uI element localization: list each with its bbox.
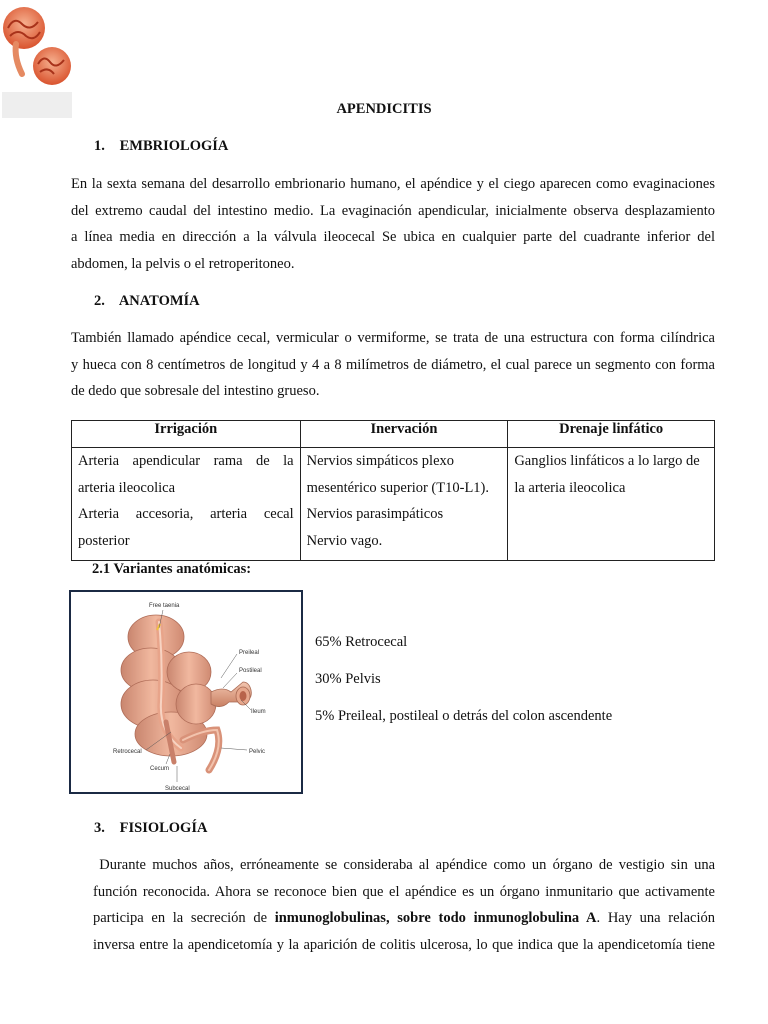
appendix-variants-figure xyxy=(69,590,303,794)
cell-line: Ganglios linfáticos a lo largo de xyxy=(514,453,700,469)
paragraph-line: a línea media en dirección a la válvula ileocecal Se ubica en cualquier parte del cuadrante inferior del xyxy=(71,229,715,245)
figure-label-free-taenia: Free taenia xyxy=(149,603,180,609)
cell-line: Nervio vago. xyxy=(306,532,383,549)
table-cell-irrigacion xyxy=(72,448,301,561)
cell-line: Arteria apendicular rama de la xyxy=(78,453,294,469)
figure-label-postileal: Postileal xyxy=(239,668,262,674)
figure-label-cecum: Cecum xyxy=(150,766,170,772)
paragraph-anatomia xyxy=(71,325,715,405)
variant-item: 30% Pelvis xyxy=(315,671,381,687)
anatomy-table xyxy=(71,420,715,561)
figure-label-subcecal: Subcecal xyxy=(165,786,190,792)
table-header-irrigacion: Irrigación xyxy=(72,421,301,448)
section-number: 1. xyxy=(94,138,105,154)
table-header-inervacion: Inervación xyxy=(300,421,508,448)
paragraph-line: de dedo que sobresale del intestino grueso. xyxy=(71,383,320,399)
emphasis-immunoglobulin: inmunoglobulinas, sobre todo inmunoglobulina A xyxy=(274,910,597,926)
cell-line: mesentérico superior (T10-L1). xyxy=(306,479,489,496)
paragraph-embriologia xyxy=(71,171,715,277)
cell-line: posterior xyxy=(78,532,130,549)
section-heading-embriologia xyxy=(94,138,228,155)
line-text: participa en la secreción de xyxy=(93,910,275,926)
cell-line: Arteria accesoria, arteria cecal xyxy=(78,506,294,522)
paragraph-line: En la sexta semana del desarrollo embrionario humano, el apéndice y el ciego aparecen como evaginaciones xyxy=(71,176,715,192)
table-cell-inervacion xyxy=(300,448,508,561)
figure-label-pelvic: Pelvic xyxy=(249,749,266,755)
section-title: FISIOLOGÍA xyxy=(119,820,208,836)
colon-illustration xyxy=(121,615,251,770)
table-cell-drenaje xyxy=(508,448,715,561)
document-title: APENDICITIS xyxy=(336,101,432,117)
section-heading-fisiologia xyxy=(94,820,207,837)
paragraph-line: y hueca con 8 centímetros de longitud y 4 a 8 milímetros de diámetro, el cual parece un segmento con forma xyxy=(71,356,715,373)
section-title: EMBRIOLOGÍA xyxy=(119,138,229,154)
table-header-drenaje: Drenaje linfático xyxy=(508,421,715,448)
cell-line: Nervios parasimpáticos xyxy=(306,506,444,522)
paragraph-line: También llamado apéndice cecal, vermicular o vermiforme, se trata de una estructura con forma cilíndrica xyxy=(71,330,715,346)
section-heading-anatomia xyxy=(94,293,200,310)
figure-label-retrocecal: Retrocecal xyxy=(113,749,142,755)
table-row xyxy=(72,448,715,561)
paragraph-line: Durante muchos años, erróneamente se consideraba al apéndice como un órgano de vestigio sin una xyxy=(93,857,716,873)
figure-label-ileum: Ileum xyxy=(251,709,266,715)
cell-line: la arteria ileocolica xyxy=(514,479,626,496)
cell-line: Nervios simpáticos plexo xyxy=(306,453,455,469)
section-title: ANATOMÍA xyxy=(118,293,200,309)
cell-line: arteria ileocolica xyxy=(78,479,176,496)
paragraph-line: función reconocida. Ahora se reconoce bien que el apéndice es un órgano inmunitario que activamente xyxy=(93,883,715,900)
paragraph-line: abdomen, la pelvis o el retroperitoneo. xyxy=(71,255,295,272)
variant-item: 65% Retrocecal xyxy=(315,634,408,650)
line-text: . Hay una relación xyxy=(596,910,715,926)
table-header-row xyxy=(72,421,715,448)
figure-label-preileal: Preileal xyxy=(239,650,260,656)
section-number: 2. xyxy=(94,293,105,309)
paragraph-fisiologia xyxy=(93,852,715,958)
paragraph-line: inversa entre la apendicetomía y la aparición de colitis ulcerosa, lo que indica que la apendicetomía tiene xyxy=(93,936,715,953)
section-number: 3. xyxy=(94,820,105,836)
variant-item: 5% Preileal, postileal o detrás del colon ascendente xyxy=(315,708,613,724)
subsection-heading-variantes: 2.1 Variantes anatómicas: xyxy=(92,561,252,577)
paragraph-line-with-emphasis xyxy=(93,905,715,932)
paragraph-line: del extremo caudal del intestino medio. La evaginación apendicular, inicialmente observa desplazamiento xyxy=(71,202,715,219)
